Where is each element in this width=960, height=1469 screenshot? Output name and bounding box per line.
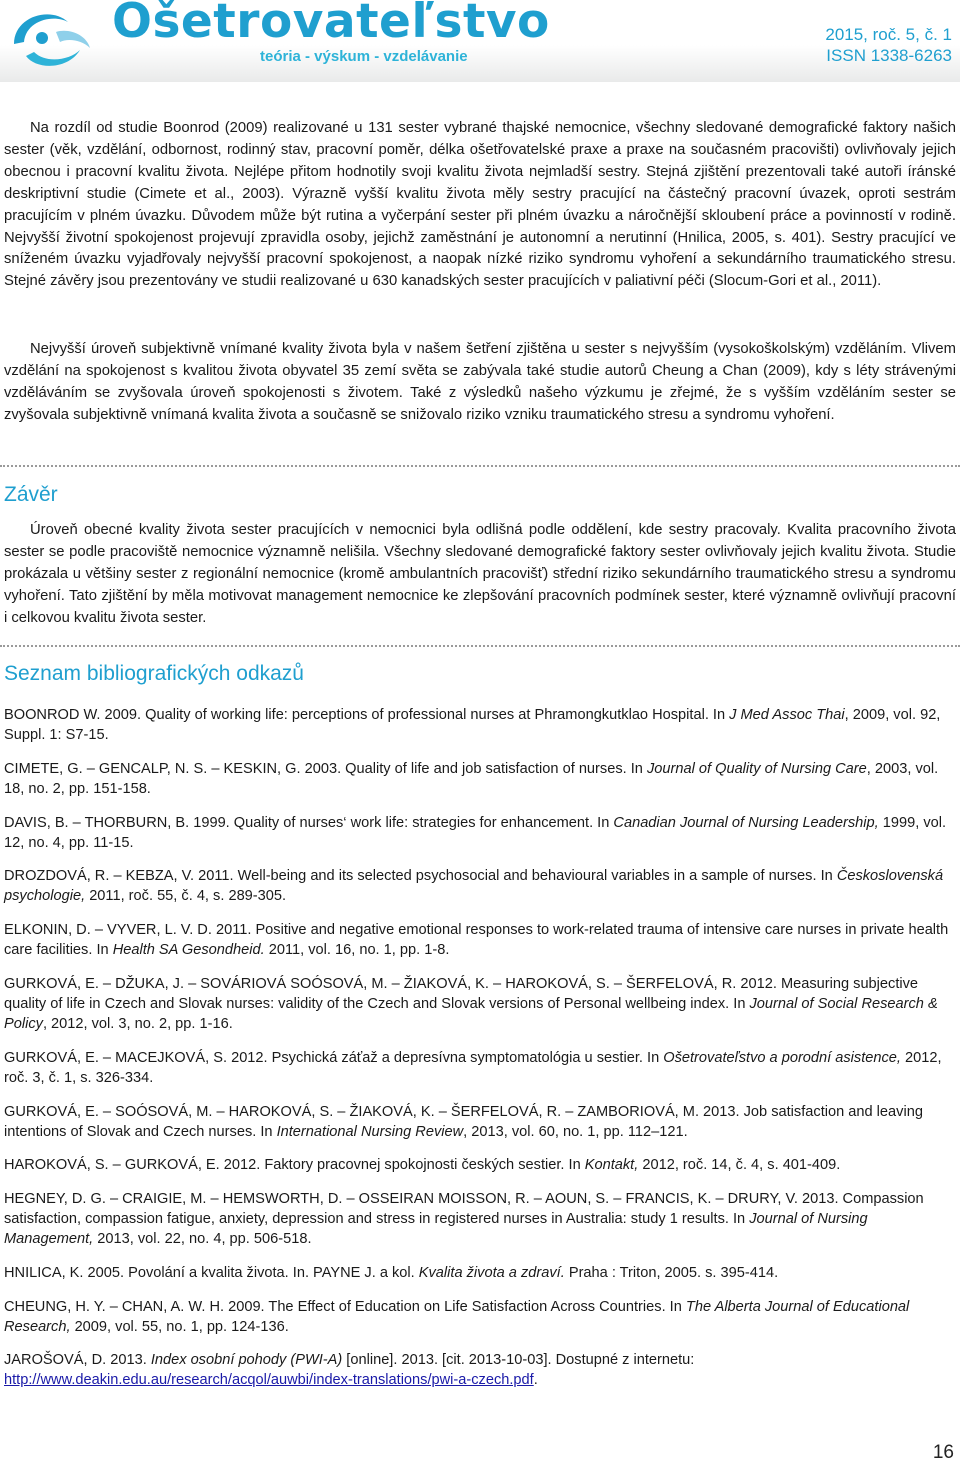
reference-source-title: The Alberta Journal of Educational Research,	[4, 1298, 910, 1335]
reference-source-title: Československá psychologie,	[4, 868, 944, 905]
journal-header	[0, 0, 960, 82]
reference-source-title: Ošetrovateľstvo a porodní asistence,	[663, 1049, 901, 1066]
page-number: 16	[932, 1442, 954, 1463]
reference-item	[4, 705, 956, 745]
reference-text: 2011, roč. 55, č. 4, s. 289-305.	[85, 888, 287, 905]
reference-item	[4, 1048, 956, 1088]
section-divider	[0, 645, 960, 647]
issn: ISSN 1338-6263	[826, 46, 952, 65]
reference-source-title: Health SA Gesondheid.	[112, 942, 265, 959]
reference-text: HNILICA, K. 2005. Povolání a kvalita života. In. PAYNE J. a kol.	[4, 1264, 419, 1281]
reference-text: ELKONIN, D. – VYVER, L. V. D. 2011. Positive and negative emotional responses to work-related trauma of intensive care nurses in private health care facilities. In	[4, 922, 949, 959]
reference-source-title: Kontakt,	[584, 1157, 639, 1174]
section-heading-conclusion: Závěr	[4, 483, 58, 506]
conclusion-paragraph	[4, 520, 956, 630]
reference-text: GURKOVÁ, E. – MACEJKOVÁ, S. 2012. Psychická záťaž a depresívna symptomatológia u sestier. In	[4, 1049, 664, 1066]
reference-text: Praha : Triton, 2005. s. 395-414.	[564, 1264, 779, 1281]
reference-text: 2013, vol. 22, no. 4, pp. 506-518.	[93, 1231, 312, 1248]
journal-logo-swirl-icon	[6, 4, 106, 74]
reference-source-title: Canadian Journal of Nursing Leadership,	[613, 814, 879, 831]
reference-source-title: Journal of Social Research & Policy	[4, 996, 938, 1033]
reference-text: 2012, roč. 3, č. 1, s. 326-334.	[4, 1049, 942, 1086]
reference-source-title: J Med Assoc Thai	[729, 707, 845, 723]
reference-text: GURKOVÁ, E. – SOÓSOVÁ, M. – HAROKOVÁ, S. – ŽIAKOVÁ, K. – ŠERFELOVÁ, R. – ZAMBORIOVÁ, M. 2013. Job satisfaction and leaving intentions of Slovak and Czech nurses. In	[4, 1103, 923, 1140]
reference-text: , 2012, vol. 3, no. 2, pp. 1-16.	[42, 1016, 233, 1033]
reference-source-title: Journal of Quality of Nursing Care	[646, 760, 867, 777]
reference-text: 2011, vol. 16, no. 1, pp. 1-8.	[264, 942, 450, 959]
reference-list	[4, 705, 956, 1404]
reference-text: CIMETE, G. – GENCALP, N. S. – KESKIN, G. 2003. Quality of life and job satisfaction of nurses. In	[4, 760, 647, 777]
reference-text: , 2003, vol. 18, no. 2, pp. 151-158.	[4, 760, 939, 797]
reference-item	[4, 1155, 956, 1175]
reference-link[interactable]: http://www.deakin.edu.au/research/acqol/auwbi/index-translations/pwi-a-czech.pdf	[4, 1372, 534, 1389]
reference-source-title: International Nursing Review	[276, 1123, 464, 1140]
journal-title: Ošetrovateľstvo	[112, 0, 550, 49]
paragraph-text: Úroveň obecné kvality života sester pracujících v nemocnici byla odlišná podle oddělení, kde sestry pracovaly. Kvalita pracovního života sester se podle pracoviště nemocnice významně nelišila. Všechny sledované demografické faktory sester ovlivňovaly jejich kvalitu života. Studie prokázala u většiny sester z regionální nemocnice (kromě ambulantních pracovišť) střední riziko sekundárního traumatického stresu a syndromu vyhoření. Tato zjištění by měla motivovat management nemocnice ke zlepšování pracovních podmínek sester, které významně ovlivňují pracovní i celkovou kvalitu života sester.	[4, 522, 956, 626]
discussion-paragraph-1	[4, 118, 956, 293]
reference-item	[4, 866, 956, 906]
section-heading-references: Seznam bibliografických odkazů	[4, 662, 304, 685]
reference-item	[4, 813, 956, 853]
reference-text: , 2013, vol. 60, no. 1, pp. 112–121.	[463, 1123, 688, 1140]
reference-source-title: Journal of Nursing Management,	[4, 1211, 868, 1248]
reference-source-title: Index osobní pohody (PWI-A)	[150, 1352, 343, 1369]
reference-text: .	[533, 1372, 538, 1389]
reference-text: HEGNEY, D. G. – CRAIGIE, M. – HEMSWORTH, D. – OSSEIRAN MOISSON, R. – AOUN, S. – FRANCIS, K. – DRURY, V. 2013. Compassion satisfaction, compassion fatigue, anxiety, depression and stress in registered nurses in Australia: study 1 results. In	[4, 1191, 924, 1228]
reference-item	[4, 759, 956, 799]
reference-item	[4, 1102, 956, 1142]
reference-item	[4, 1350, 956, 1390]
reference-text: CHEUNG, H. Y. – CHAN, A. W. H. 2009. The Effect of Education on Life Satisfaction Across Countries. In	[4, 1298, 686, 1315]
issue-info	[825, 24, 952, 66]
reference-text: , 2009, vol. 92, Suppl. 1: S7-15.	[4, 707, 941, 744]
reference-item	[4, 974, 956, 1034]
issue-number: 2015, roč. 5, č. 1	[825, 25, 952, 44]
paragraph-text: Na rozdíl od studie Boonrod (2009) realizované u 131 sester vybrané thajské nemocnice, všechny sledované demografické faktory našich sester (věk, vzdělání, odbornost, rodinný stav, pracovní poměr, délka ošetřovatelské praxe a praxe na současném pracovišti) ovlivňovaly jejich obecnou i pracovní kvalitu života. Nejlépe přitom hodnotily svoji kvalitu života nejmladší sestry. Stejná zjištění prezentovali také autoři íránské deskriptivní studie (Cimete et al., 2003). Výrazně vyšší kvalitu života měly sestry pracující na částečný pracovní úvazek, oproti sestrám pracujícím v plném úvazku. Důvodem může být rutina a vyčerpání sester při plném úvazku a náročnější skloubení práce a povinností v rodině. Nejvyšší životní spokojenost projevují zpravidla osoby, jejichž zaměstnání je autonomní a nerutinní (Hnilica, 2005, s. 401). Sestry pracující ve sníženém úvazku vyjadřovaly nejvyšší pracovní spokojenost, a naopak nízké riziko syndromu vyhoření a sekundárního traumatického stresu. Stejné závěry jsou prezentovány ve studii realizované u 630 kanadských sester pracujících v paliativní péči (Slocum-Gori et al., 2011).	[4, 120, 956, 290]
reference-text: 1999, vol. 12, no. 4, pp. 11-15.	[4, 814, 947, 851]
reference-text: 2009, vol. 55, no. 1, pp. 124-136.	[70, 1318, 289, 1335]
reference-item	[4, 1189, 956, 1249]
paragraph-text: Nejvyšší úroveň subjektivně vnímané kvality života byla v našem šetření zjištěna u sester s nejvyšším (vysokoškolským) vzděláním. Vlivem vzdělání na spokojenost s kvalitou života obyvatel 35 zemí světa se zabývala také studie autorů Cheung a Chan (2009), kdy s léty strávenými vzděláváním se zvyšovala úroveň spokojenosti s životem. Také z výsledků našeho výzkumu je zřejmé, že s vyšším vzděláním sester se zvyšovala subjektivně vnímaná kvalita života a současně se snižovalo riziko vzniku traumatického stresu a syndromu vyhoření.	[4, 341, 956, 423]
section-divider	[0, 465, 960, 467]
reference-item	[4, 1297, 956, 1337]
reference-text: GURKOVÁ, E. – DŽUKA, J. – SOVÁRIOVÁ SOÓSOVÁ, M. – ŽIAKOVÁ, K. – HAROKOVÁ, S. – ŠERFELOVÁ, R. 2012. Measuring subjective quality of life in Czech and Slovak nurses: validity of the Czech and Slovak versions of Personal wellbeing index. In	[4, 975, 919, 1012]
reference-item	[4, 920, 956, 960]
reference-text: [online]. 2013. [cit. 2013-10-03]. Dostupné z internetu:	[342, 1352, 695, 1369]
reference-text: DROZDOVÁ, R. – KEBZA, V. 2011. Well-being and its selected psychosocial and behavioural variables in a sample of nurses. In	[4, 868, 837, 885]
discussion-paragraph-2	[4, 339, 956, 427]
reference-text: BOONROD W. 2009. Quality of working life: perceptions of professional nurses at Phramongkutklao Hospital. In	[4, 707, 730, 723]
reference-text: HAROKOVÁ, S. – GURKOVÁ, E. 2012. Faktory pracovnej spokojnosti českých sestier. In	[4, 1157, 585, 1174]
journal-subtitle: teória - výskum - vzdelávanie	[260, 48, 468, 65]
reference-text: JAROŠOVÁ, D. 2013.	[4, 1352, 151, 1369]
reference-source-title: Kvalita života a zdraví.	[418, 1264, 565, 1281]
reference-item	[4, 1263, 956, 1283]
reference-text: 2012, roč. 14, č. 4, s. 401-409.	[638, 1157, 841, 1174]
reference-text: DAVIS, B. – THORBURN, B. 1999. Quality of nurses‘ work life: strategies for enhancement. In	[4, 814, 614, 831]
